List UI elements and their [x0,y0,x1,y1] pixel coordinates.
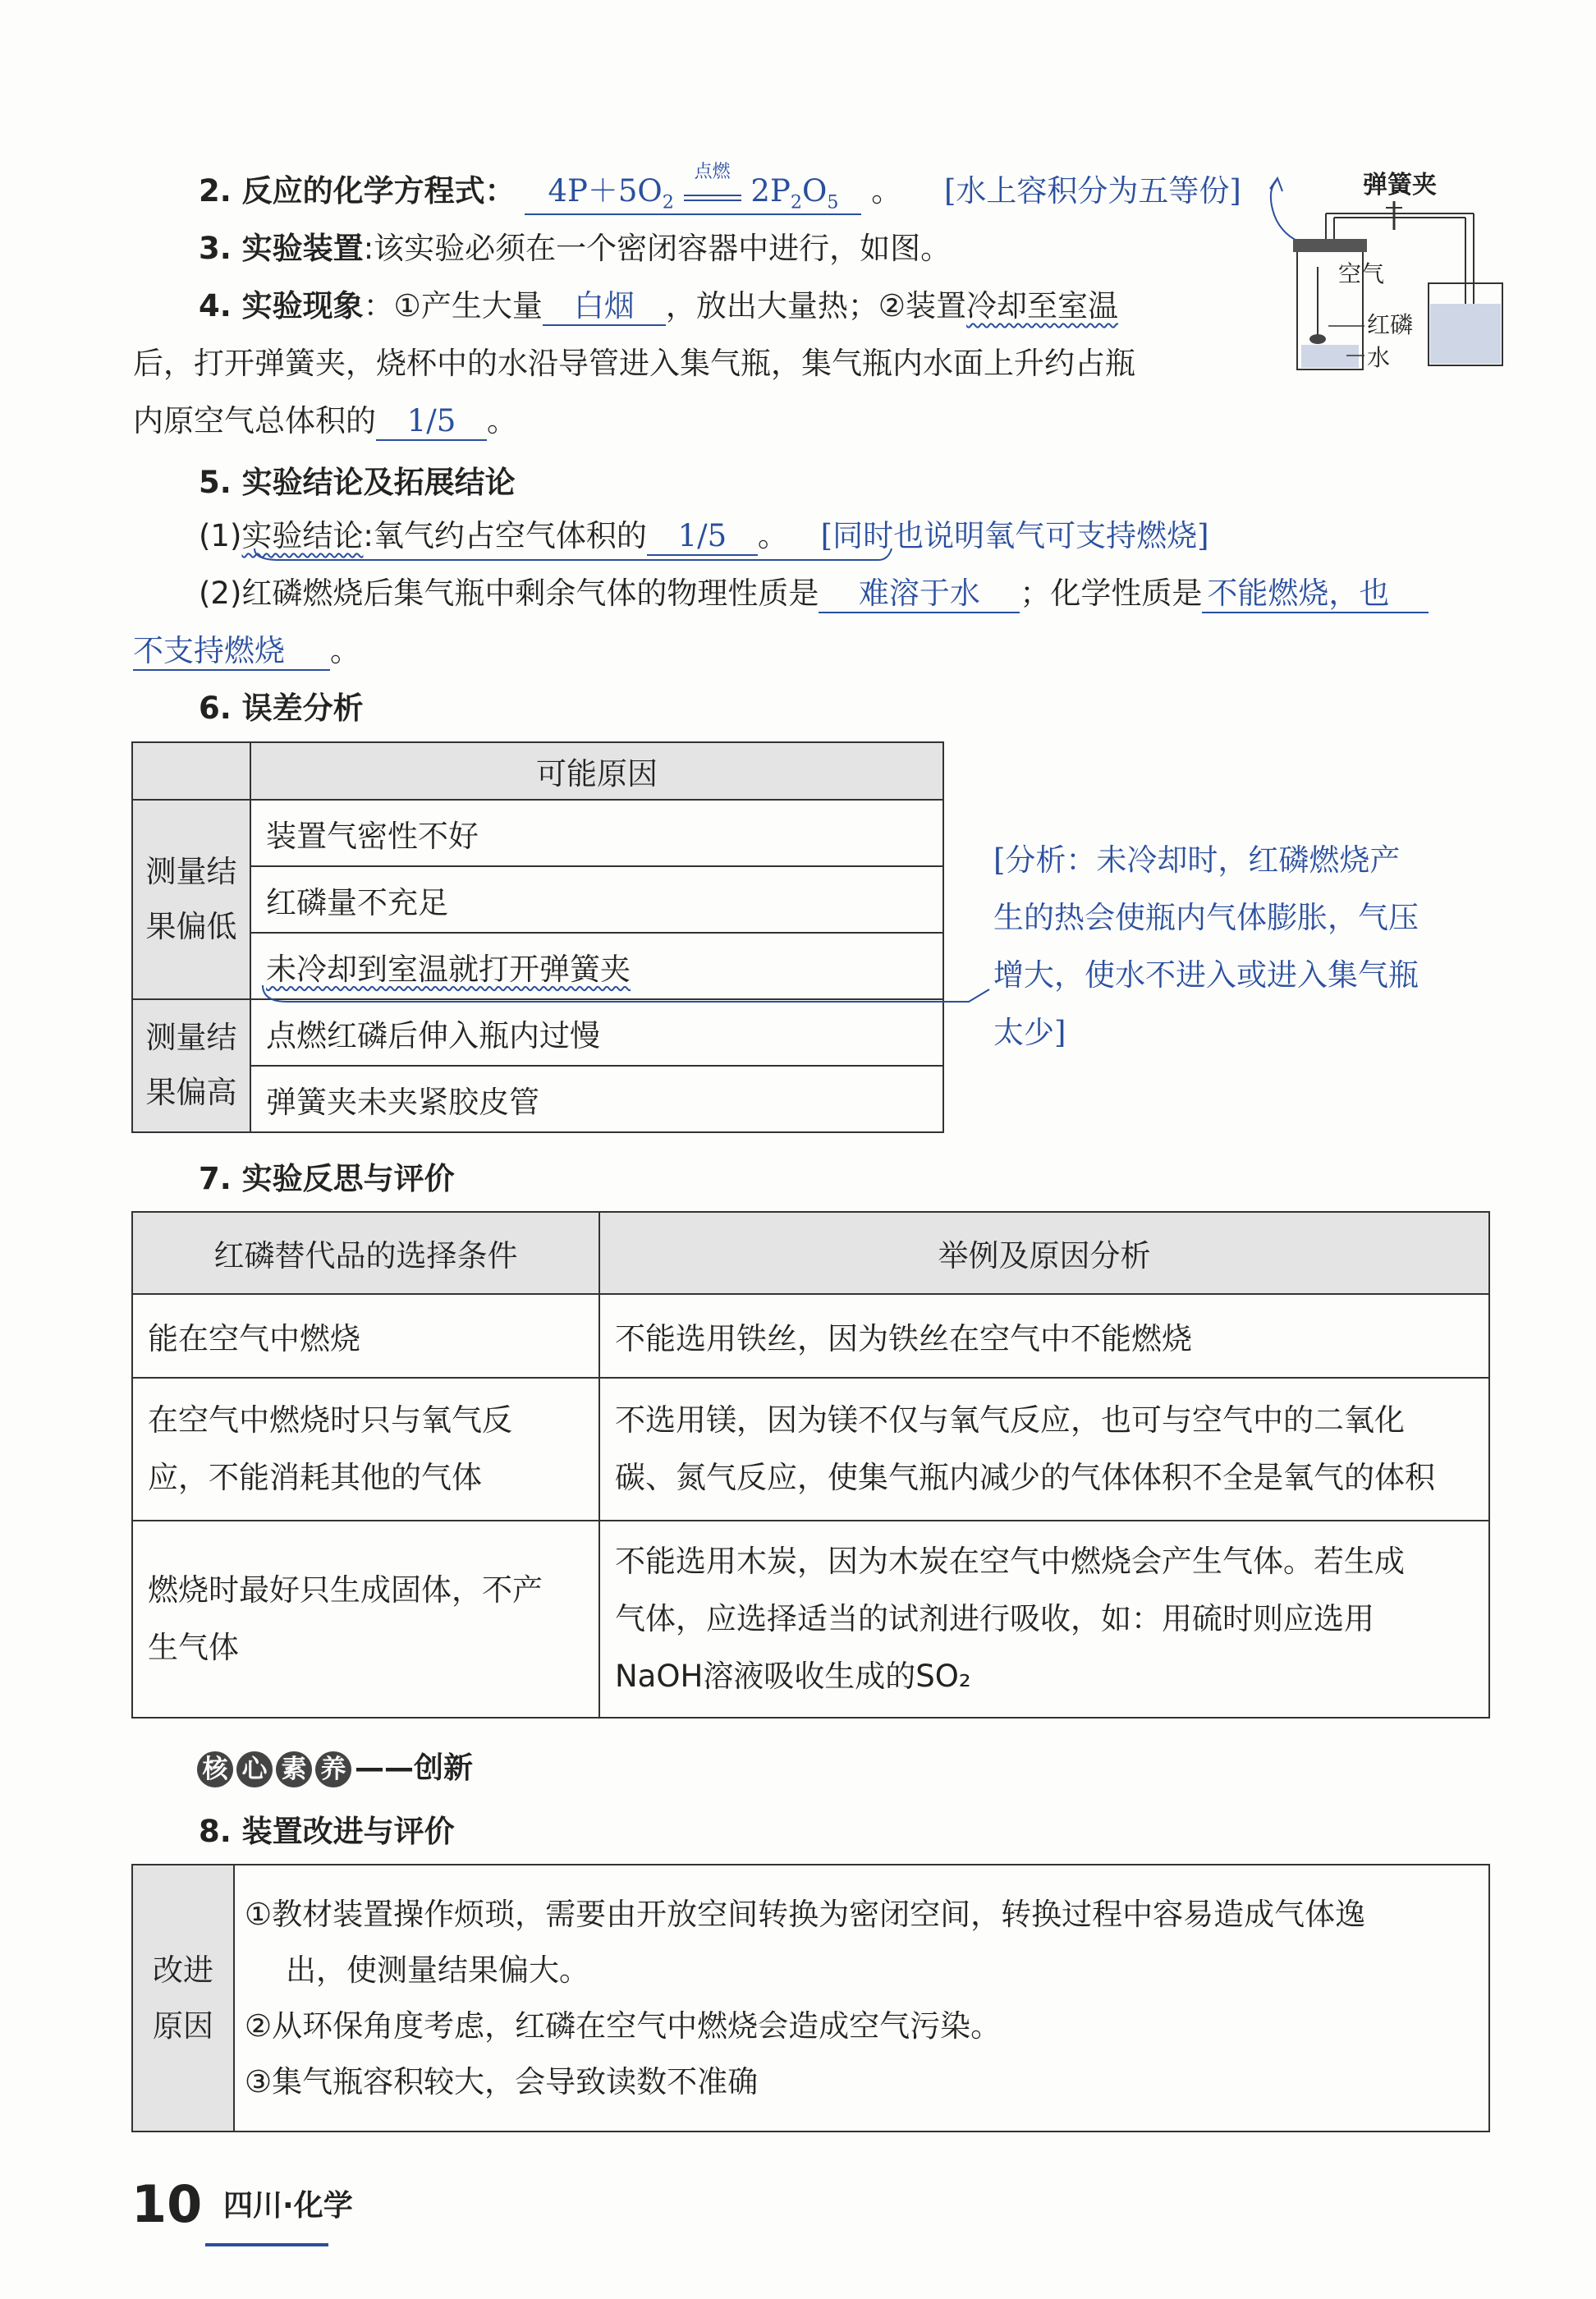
label-air: 空气 [1338,260,1385,287]
s7-title: 7. 实验反思与评价 [199,1161,455,1196]
s2-note: [水上容积分为五等份] [943,173,1241,209]
core-badge: 心 [236,1751,273,1787]
note-line: 生的热会使瓶内气体膨胀，气压 [993,900,1419,935]
reflection-col1-header: 红磷替代品的选择条件 [132,1212,599,1294]
core-suffix: ——创新 [355,1751,474,1785]
s8-title: 8. 装置改进与评价 [199,1814,455,1849]
beaker-water [1430,304,1501,364]
condition-cell: 燃烧时最好只生成固体，不产 生气体 [132,1521,599,1718]
analysis-cell: 不能选用木炭，因为木炭在空气中燃烧会产生气体。若生成 气体，应选择适当的试剂进行吸收，如：用硫时则应选用 NaOH溶液吸收生成的SO₂ [599,1521,1489,1718]
error-row: 装置气密性不好 [250,800,943,866]
error-row: 点燃红磷后伸入瓶内过慢 [250,999,943,1066]
improvement-items [234,1865,1489,2132]
c2-end: 。 [330,633,360,668]
stopper [1293,239,1367,252]
label-water: 水 [1367,344,1391,371]
note-connector-2 [255,981,993,1014]
eq-o: O [801,173,828,209]
s2-label: 2. 反应的化学方程式： [199,173,516,209]
improvement-item: ③集气瓶容积较大，会导致读数不准确 [245,2063,759,2099]
s4-text-b: ，放出大量热；②装置 [665,288,967,324]
s4-line3 [133,396,517,441]
footer-text: 四川·化学 [223,2189,353,2223]
error-row-wavy: 未冷却到室温就打开弹簧夹 [266,951,631,987]
s6-title: 6. 误差分析 [199,691,364,726]
error-analysis-table [131,741,944,1133]
improvement-item: ②从环保角度考虑，红磷在空气中燃烧会造成空气污染。 [245,2008,1002,2044]
label-phosphorus: 红磷 [1367,311,1414,338]
eq-condition: 点燃 [694,162,731,182]
s4-label: 4. 实验现象 [199,288,364,324]
eq-arrow [684,162,741,201]
s4-line3-text: 内原空气总体积的 [133,403,376,438]
note-line: 增大，使水不进入或进入集气瓶 [993,957,1419,993]
s5-c2 [199,568,1429,613]
bottle-water [1301,345,1359,368]
c2-text: (2)红磷燃烧后集气瓶中剩余气体的物理性质是 [199,576,819,611]
note-connector-1 [246,542,903,567]
page-number: 10 [131,2174,203,2234]
analysis-cell: 不能选用铁丝，因为铁丝在空气中不能燃烧 [599,1294,1489,1378]
core-badge: 核 [197,1751,233,1787]
s2-end: 。 [871,173,902,209]
blank-chemical-b: 不支持燃烧 [133,634,330,671]
error-row: 红磷量不充足 [250,866,943,933]
s4-end: 。 [487,403,517,438]
equation-answer [525,162,861,215]
reflection-table [131,1211,1490,1719]
s3-line [199,223,951,268]
label-spring-clip: 弹簧夹 [1363,171,1437,200]
s4-text-a: ：①产生大量 [363,288,543,324]
c1-note: [同时也说明氧气可支持燃烧] [820,518,1209,553]
c1-end: 。 [757,518,788,553]
s3-label: 3. 实验装置 [199,231,364,266]
improvement-item: ①教材装置操作烦琐，需要由开放空间转换为密闭空间，转换过程中容易造成气体逸 [245,1896,1366,1932]
eq-left: 4P＋5O [548,173,663,209]
blank-chemical-a: 不能燃烧，也 [1202,576,1429,613]
s4-line2: 后，打开弹簧夹，烧杯中的水沿导管进入集气瓶，集气瓶内水面上升约占瓶 [133,346,1135,381]
equation-line [199,162,1241,215]
improvement-side: 改进原因 [132,1865,234,2132]
eq-sub1: 2 [662,191,674,213]
blank-physical: 难溶于水 [819,576,1020,613]
c1-prefix: (1) [199,518,242,553]
s4-wavy-text: 冷却至室温 [966,288,1119,324]
blank-white-smoke: 白烟 [543,289,666,326]
eq-right: 2P [750,173,791,209]
error-row: 弹簧夹未夹紧胶皮管 [250,1066,943,1132]
core-badge: 素 [276,1751,312,1787]
core-badge: 养 [315,1751,351,1787]
s5-c2-line2 [133,626,360,671]
s3-text: :该实验必须在一个密闭容器中进行，如图。 [363,231,952,266]
condition-cell: 在空气中燃烧时只与氧气反 应，不能消耗其他的气体 [132,1378,599,1521]
footer-rule [205,2243,328,2246]
apparatus-diagram [1215,160,1511,386]
improvement-item: 出，使测量结果偏大。 [286,1952,589,1988]
eq-sub3: 5 [827,191,839,213]
s5-title: 5. 实验结论及拓展结论 [199,465,516,500]
improvement-table [131,1864,1490,2132]
error-header: 可能原因 [250,742,943,800]
analysis-cell: 不选用镁，因为镁不仅与氧气反应，也可与空气中的二氧化 碳、氮气反应，使集气瓶内减少的气体体积不全是氧气的体积 [599,1378,1489,1521]
reflection-col2-header: 举例及原因分析 [599,1212,1489,1294]
blank-one-fifth: 1/5 [376,404,487,441]
core-literacy-heading [197,1745,473,1787]
low-label: 测量结果偏低 [132,800,250,999]
s4-line1 [199,281,1118,326]
c1-text: :氧气约占空气体积的 [363,518,647,553]
note-line: [分析：未冷却时，红磷燃烧产 [993,842,1401,878]
footer [131,2174,353,2234]
c1-wavy: 实验结论 [241,518,364,553]
condition-cell: 能在空气中燃烧 [132,1294,599,1378]
high-label: 测量结果偏高 [132,999,250,1132]
red-phosphorus [1309,334,1326,344]
analysis-note [993,832,1419,1062]
note-line: 太少] [993,1015,1066,1050]
eq-sub2: 2 [790,191,802,213]
c2-mid: ；化学性质是 [1020,576,1203,611]
blank-conclusion: 1/5 [647,519,758,556]
